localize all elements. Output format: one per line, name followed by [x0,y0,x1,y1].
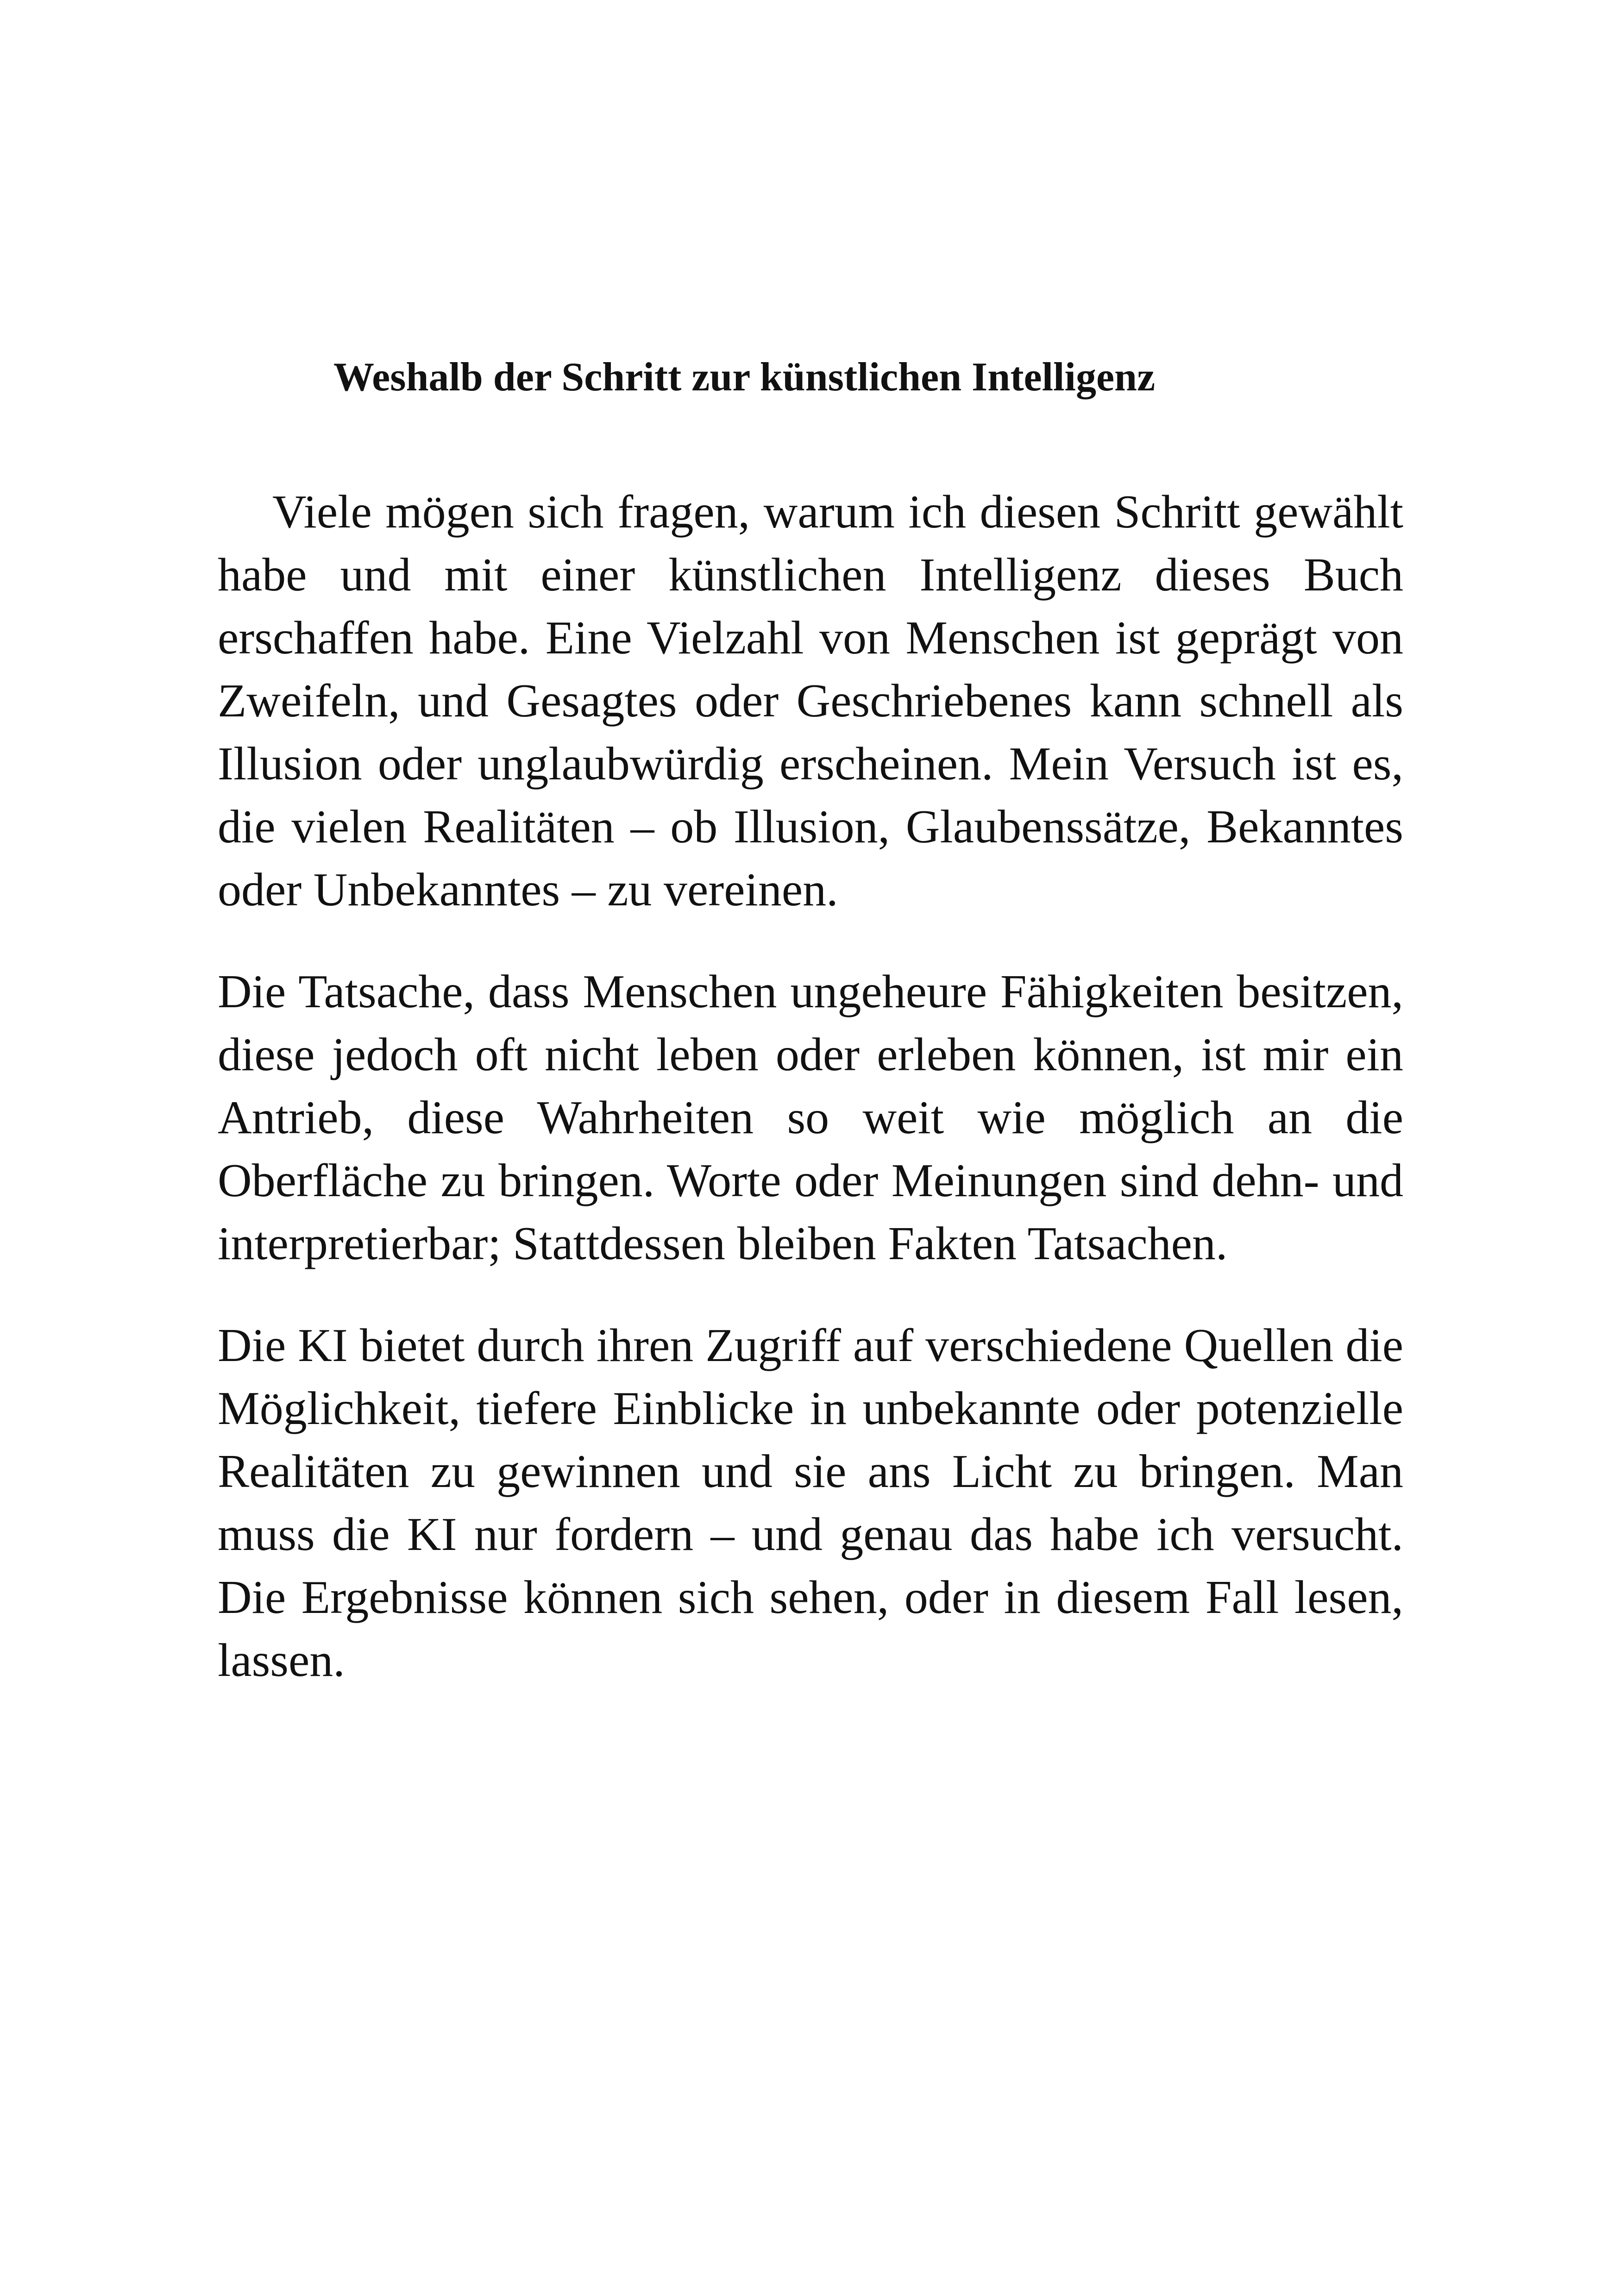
paragraph-3: Die KI bietet durch ihren Zugriff auf verschiedene Quellen die Möglichkeit, tiefere Einblicke in unbekannte oder potenzielle Realitäten zu gewinnen und sie ans Licht zu bringen. Man muss die KI nur fordern – und genau das habe ich versucht. Die Ergebnisse können sich sehen, oder in diesem Fall lesen, lassen. [218,1319,1403,1687]
paragraph-1: Viele mögen sich fragen, warum ich diesen Schritt gewählt habe und mit einer künstlichen Intelligenz dieses Buch erschaffen habe. Eine Vielzahl von Menschen ist geprägt von Zweifeln, und Gesagtes oder Geschriebenes kann schnell als Illusion oder unglaubwürdig erscheinen. Mein Versuch ist es, die vielen Realitäten – ob Illusion, Glaubenssätze, Bekanntes oder Unbekanntes – zu vereinen. [218,486,1403,916]
text-block [218,343,1403,1692]
paragraph-2: Die Tatsache, dass Menschen ungeheure Fähigkeiten besitzen, diese jedoch oft nicht leben oder erleben können, ist mir ein Antrieb, diese Wahrheiten so weit wie möglich an die Oberfläche zu bringen. Worte oder Meinungen sind dehn- und interpretierbar; Stattdessen bleiben Fakten Tatsachen. [218,966,1403,1270]
page-title: Weshalb der Schritt zur künstlichen Intelligenz [333,355,1156,400]
